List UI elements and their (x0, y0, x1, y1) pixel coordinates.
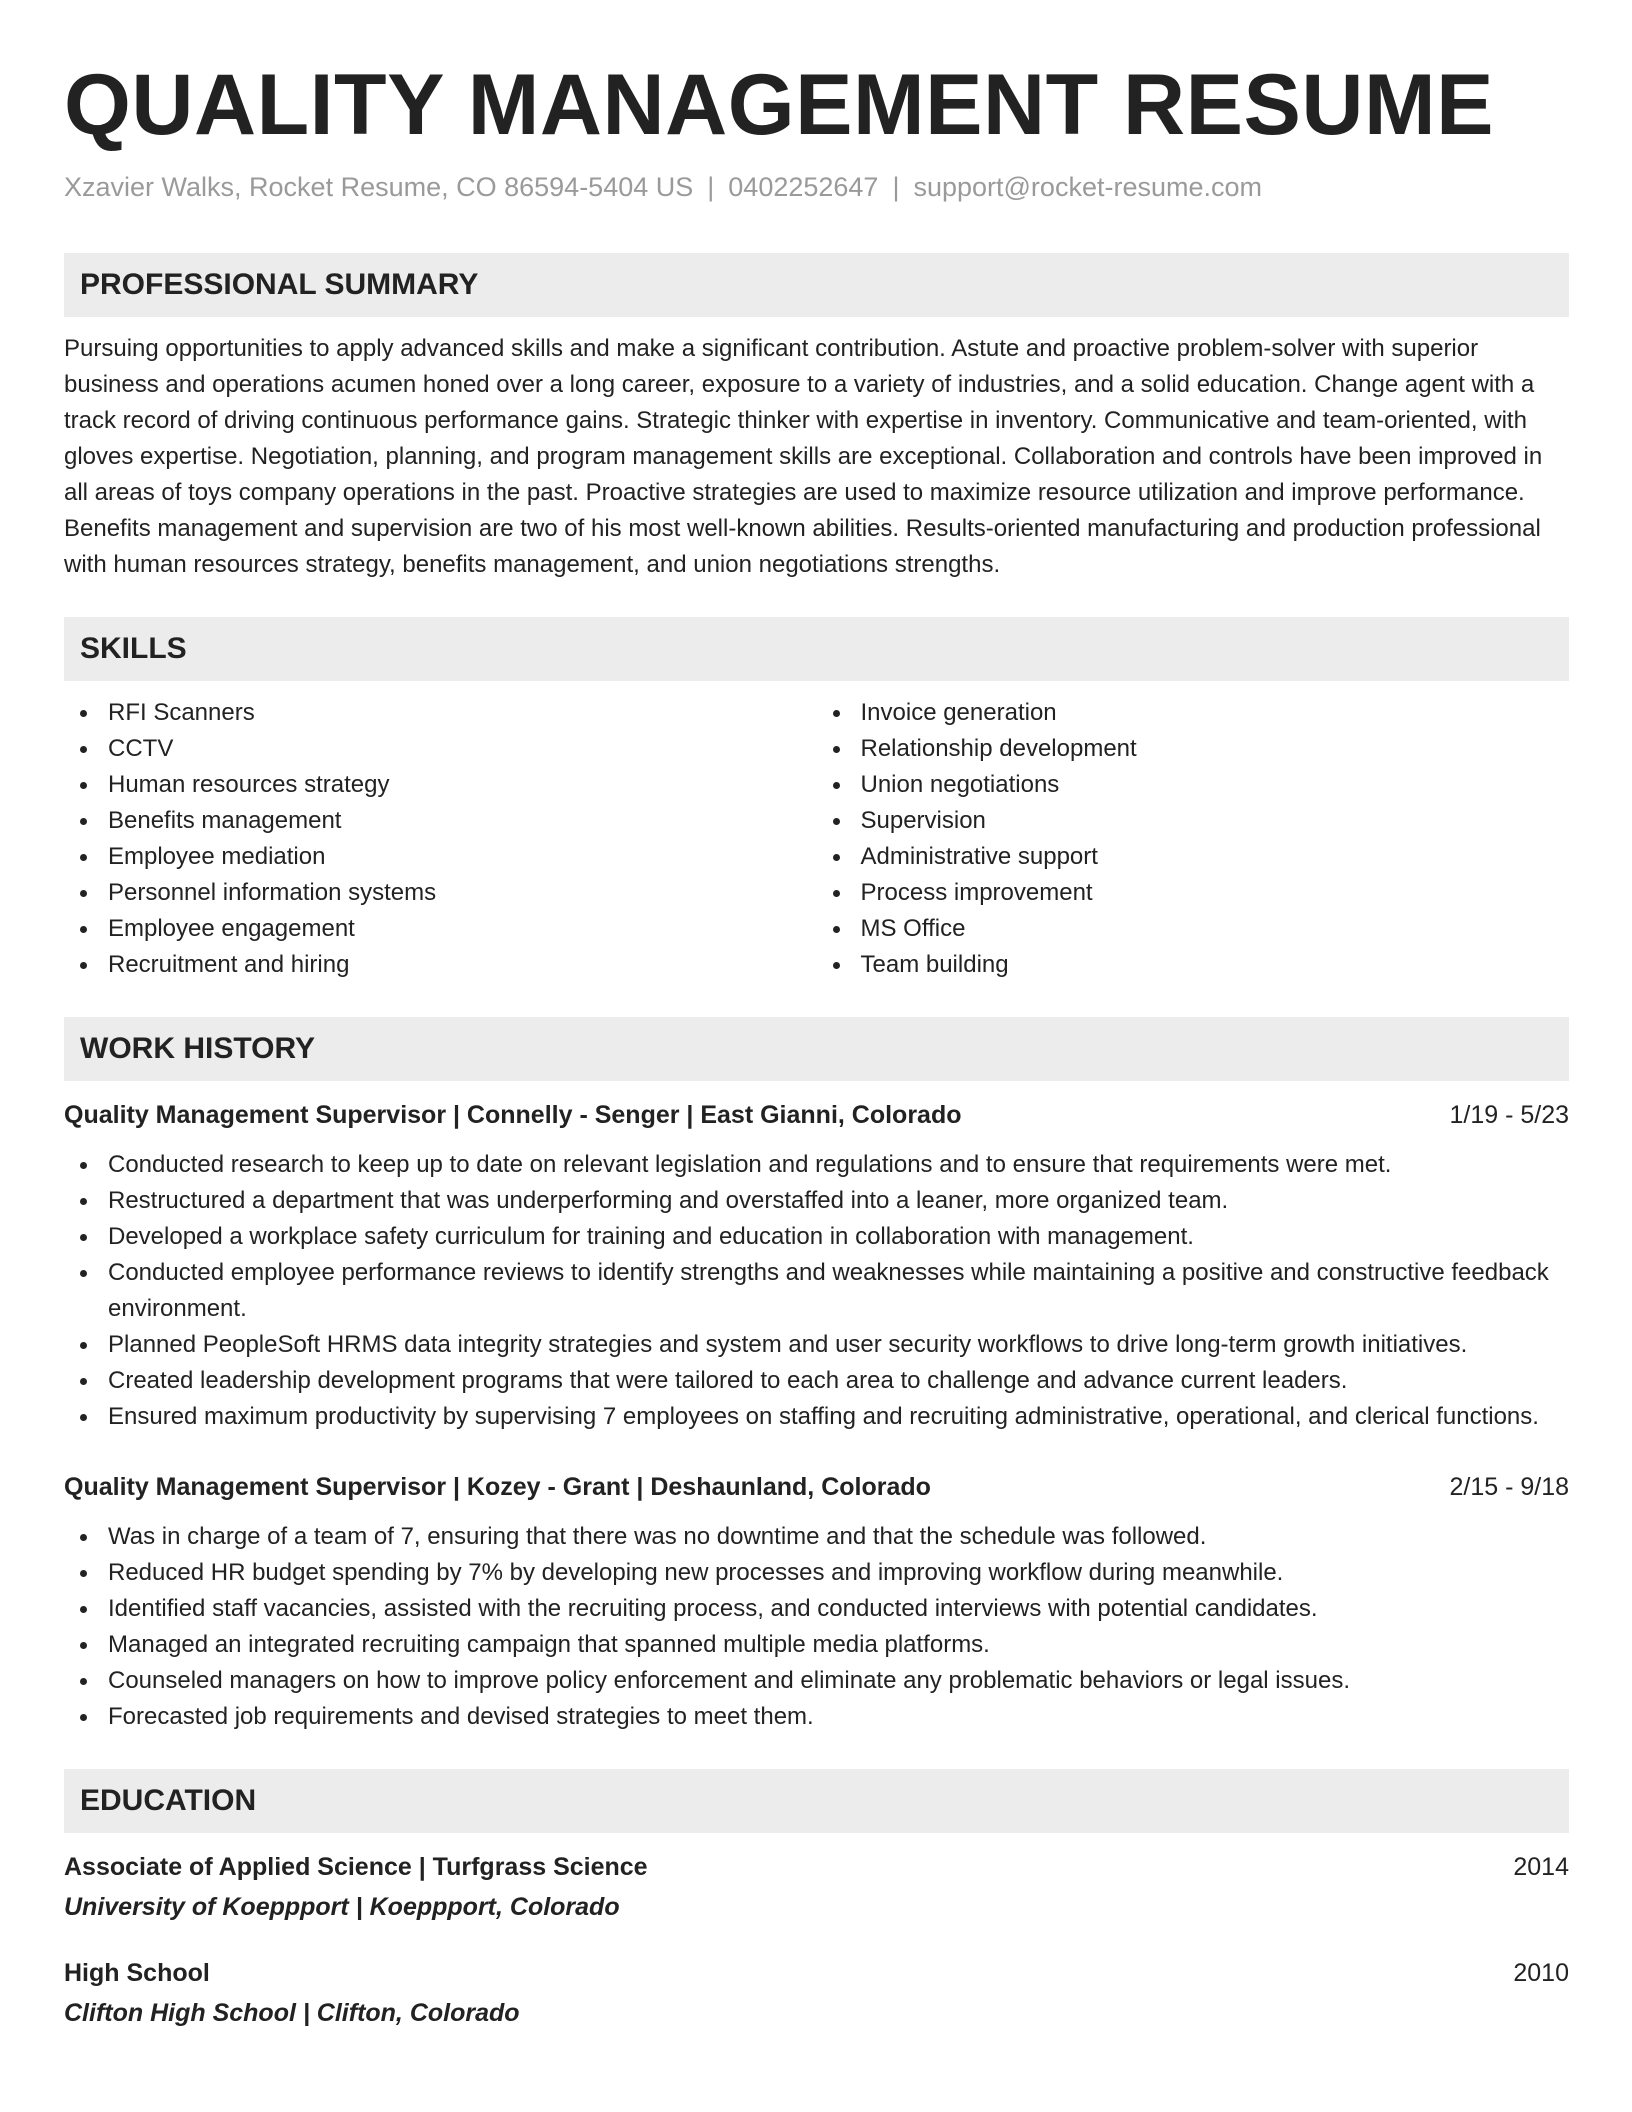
job-title-row (64, 1097, 1569, 1133)
school-name: University of Koeppport | Koeppport, Colorado (64, 1893, 620, 1921)
skill-item: Supervision (817, 803, 1570, 839)
contact-separator: | (892, 172, 900, 202)
contact-line (64, 174, 1569, 201)
degree-year: 2010 (1513, 1959, 1569, 1987)
school-name: Clifton High School | Clifton, Colorado (64, 1999, 520, 2027)
job-entry (64, 1469, 1569, 1735)
skill-item: Personnel information systems (64, 875, 817, 911)
section-header-summary: PROFESSIONAL SUMMARY (64, 253, 1569, 317)
contact-address: Xzavier Walks, Rocket Resume, CO 86594-5404 US (64, 172, 694, 202)
skill-item: Process improvement (817, 875, 1570, 911)
skill-item: Employee engagement (64, 911, 817, 947)
skill-item: RFI Scanners (64, 695, 817, 731)
job-bullet: Ensured maximum productivity by supervising 7 employees on staffing and recruiting administrative, operational, and clerical functions. (64, 1399, 1569, 1435)
degree-title: High School (64, 1959, 210, 1987)
job-bullet: Forecasted job requirements and devised strategies to meet them. (64, 1699, 1569, 1735)
skill-item: Benefits management (64, 803, 817, 839)
skill-item: Team building (817, 947, 1570, 983)
resume-title: QUALITY MANAGEMENT RESUME (64, 57, 1494, 153)
contact-email[interactable]: support@rocket-resume.com (913, 172, 1262, 202)
degree-row (64, 1955, 1569, 1991)
degree-row (64, 1849, 1569, 1885)
job-bullet: Was in charge of a team of 7, ensuring that there was no downtime and that the schedule was followed. (64, 1519, 1569, 1555)
summary-text: Pursuing opportunities to apply advanced skills and make a significant contribution. Astute and proactive problem-solver with superior business and operations acumen honed over a long career, exposure to a variety of industries, and a solid education. Change agent with a track record of driving continuous performance gains. Strategic thinker with expertise in inventory. Communicative and team-oriented, with gloves expertise. Negotiation, planning, and program management skills are exceptional. Collaboration and controls have been improved in all areas of toys company operations in the past. Proactive strategies are used to maximize resource utilization and improve performance. Benefits management and supervision are two of his most well-known abilities. Results-oriented manufacturing and production professional with human resources strategy, benefits management, and union negotiations strengths. (64, 335, 1543, 578)
job-bullet: Conducted employee performance reviews to identify strengths and weaknesses while maintaining a positive and constructive feedback environment. (64, 1255, 1569, 1327)
skill-item: Employee mediation (64, 839, 817, 875)
job-bullets (64, 1147, 1569, 1435)
skill-item: Relationship development (817, 731, 1570, 767)
section-header-skills: SKILLS (64, 617, 1569, 681)
job-title: Quality Management Supervisor | Connelly - Senger | East Gianni, Colorado (64, 1101, 962, 1129)
education-entry (64, 1955, 1569, 2031)
skill-item: Recruitment and hiring (64, 947, 817, 983)
job-bullet: Developed a workplace safety curriculum for training and education in collaboration with management. (64, 1219, 1569, 1255)
job-bullet: Restructured a department that was underperforming and overstaffed into a leaner, more organized team. (64, 1183, 1569, 1219)
job-bullet: Planned PeopleSoft HRMS data integrity strategies and system and user security workflows to drive long-term growth initiatives. (64, 1327, 1569, 1363)
skills-grid (64, 695, 1569, 983)
job-title-row (64, 1469, 1569, 1505)
degree-title: Associate of Applied Science | Turfgrass Science (64, 1853, 648, 1881)
skill-item: Union negotiations (817, 767, 1570, 803)
job-entry (64, 1097, 1569, 1435)
skills-column-right (817, 695, 1570, 983)
skill-item: Invoice generation (817, 695, 1570, 731)
job-bullets (64, 1519, 1569, 1735)
skill-item: Administrative support (817, 839, 1570, 875)
job-dates: 1/19 - 5/23 (1449, 1101, 1569, 1129)
job-dates: 2/15 - 9/18 (1449, 1473, 1569, 1501)
contact-phone: 0402252647 (728, 172, 879, 202)
degree-year: 2014 (1513, 1853, 1569, 1881)
job-bullet: Managed an integrated recruiting campaign that spanned multiple media platforms. (64, 1627, 1569, 1663)
skill-item: CCTV (64, 731, 817, 767)
section-header-education: EDUCATION (64, 1769, 1569, 1833)
skill-item: Human resources strategy (64, 767, 817, 803)
contact-separator: | (707, 172, 715, 202)
job-bullet: Conducted research to keep up to date on relevant legislation and regulations and to ensure that requirements were met. (64, 1147, 1569, 1183)
job-title: Quality Management Supervisor | Kozey - Grant | Deshaunland, Colorado (64, 1473, 931, 1501)
job-bullet: Identified staff vacancies, assisted with the recruiting process, and conducted interviews with potential candidates. (64, 1591, 1569, 1627)
job-bullet: Reduced HR budget spending by 7% by developing new processes and improving workflow during meanwhile. (64, 1555, 1569, 1591)
job-bullet: Created leadership development programs that were tailored to each area to challenge and advance current leaders. (64, 1363, 1569, 1399)
section-header-work-history: WORK HISTORY (64, 1017, 1569, 1081)
education-entry (64, 1849, 1569, 1925)
skills-column-left (64, 695, 817, 983)
job-bullet: Counseled managers on how to improve policy enforcement and eliminate any problematic behaviors or legal issues. (64, 1663, 1569, 1699)
skill-item: MS Office (817, 911, 1570, 947)
